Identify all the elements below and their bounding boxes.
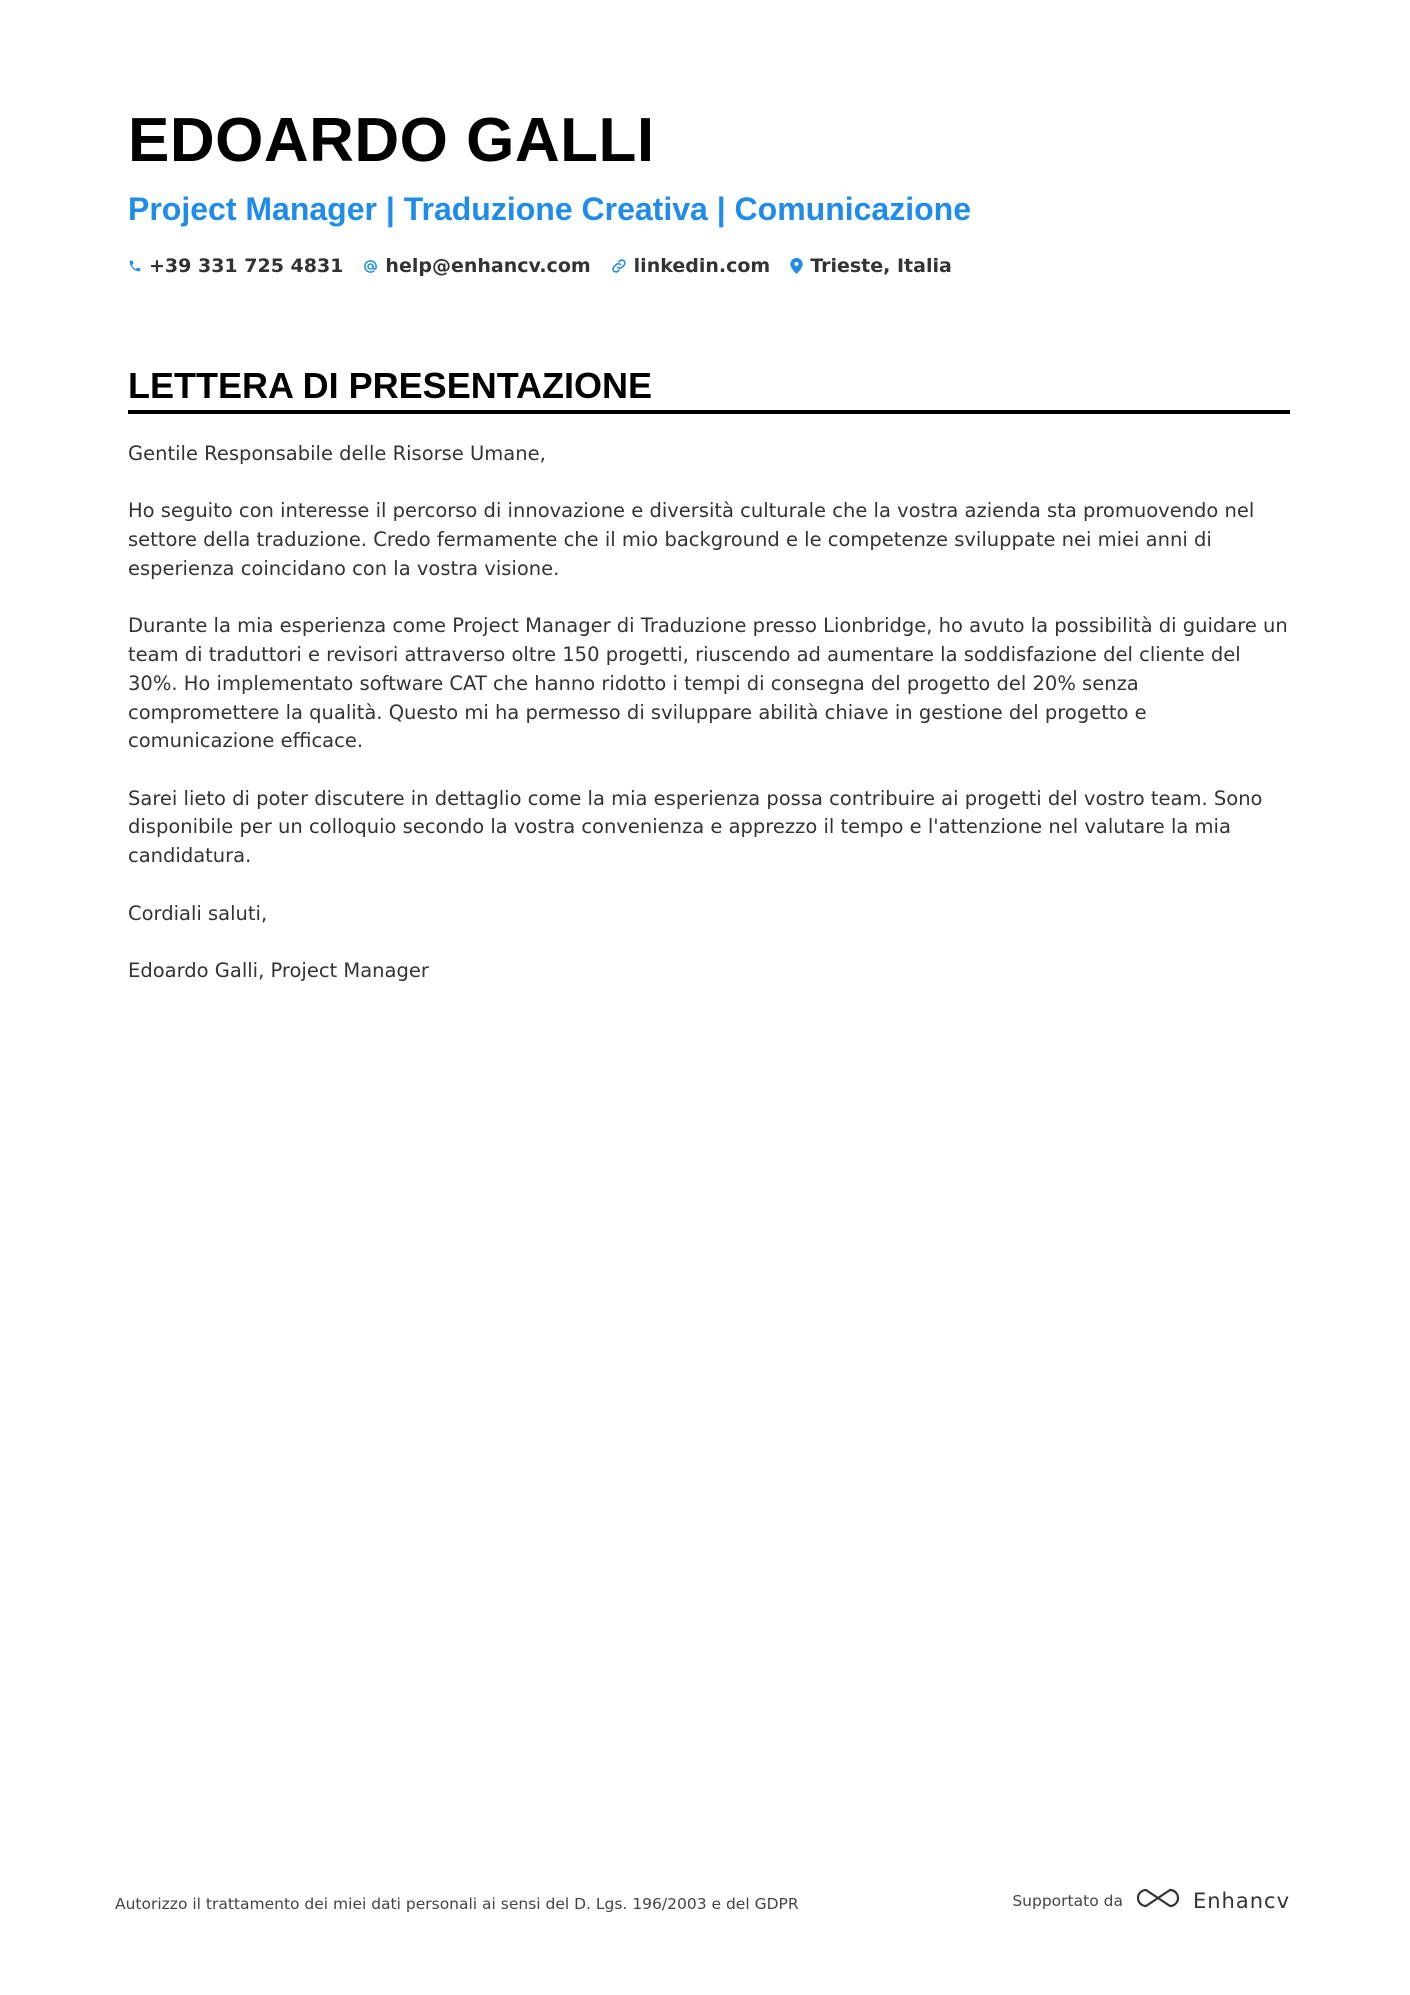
linkedin-text: linkedin.com xyxy=(633,255,771,277)
brand-logo xyxy=(1135,1886,1290,1915)
candidate-headline: Project Manager | Traduzione Creativa | Comunicazione xyxy=(128,191,971,227)
letter-paragraph: Sarei lieto di poter discutere in dettaglio come la mia esperienza possa contribuire ai progetti del vostro team. Sono disponibile per un colloquio secondo la vostra convenienza e apprezzo il tempo e l'attenzione nel valutare la mia candidatura. xyxy=(128,786,1263,868)
letter-paragraph: Durante la mia esperienza come Project Manager di Traduzione presso Lionbridge, ho avuto la possibilità di guidare un team di traduttori e revisori attraverso oltre 150 progetti, riuscendo ad aumentare la soddisfazione del cliente del 30%. Ho implementato software CAT che hanno ridotto i tempi di consegna del progetto del 20% senza compromettere la qualità. Questo mi ha permesso di sviluppare abilità chiave in gestione del progetto e comunicazione efficace. xyxy=(128,614,1288,753)
location-pin-icon xyxy=(790,258,803,274)
contact-email[interactable] xyxy=(363,255,590,277)
phone-text: +39 331 725 4831 xyxy=(149,255,344,277)
powered-by[interactable] xyxy=(1012,1886,1290,1915)
contact-linkedin[interactable] xyxy=(611,255,771,277)
brand-name: Enhancv xyxy=(1192,1888,1290,1913)
letter-signature: Edoardo Galli, Project Manager xyxy=(128,958,429,982)
letter-closing: Cordiali saluti, xyxy=(128,901,268,925)
letter-body xyxy=(128,440,1290,1014)
enhancv-logo-icon xyxy=(1135,1886,1181,1915)
contact-location xyxy=(790,255,952,277)
letter-paragraph: Ho seguito con interesse il percorso di innovazione e diversità culturale che la vostra azienda sta promuovendo nel settore della traduzione. Credo fermamente che il mio background e le competenze sviluppate nei miei anni di esperienza coincidano con la vostra visione. xyxy=(128,499,1255,580)
privacy-note: Autorizzo il trattamento dei miei dati personali ai sensi del D. Lgs. 196/2003 e del GDPR xyxy=(115,1895,799,1913)
contact-bar xyxy=(128,255,952,277)
link-icon xyxy=(611,258,627,274)
email-text: help@enhancv.com xyxy=(385,255,591,277)
at-icon xyxy=(363,259,378,274)
candidate-name: EDOARDO GALLI xyxy=(128,106,655,175)
section-title: LETTERA DI PRESENTAZIONE xyxy=(128,365,653,406)
phone-icon xyxy=(128,259,142,273)
powered-by-label: Supportato da xyxy=(1012,1891,1123,1910)
section-divider xyxy=(128,410,1290,414)
letter-salutation: Gentile Responsabile delle Risorse Umane, xyxy=(128,442,546,465)
location-text: Trieste, Italia xyxy=(810,255,952,277)
contact-phone xyxy=(128,255,343,277)
